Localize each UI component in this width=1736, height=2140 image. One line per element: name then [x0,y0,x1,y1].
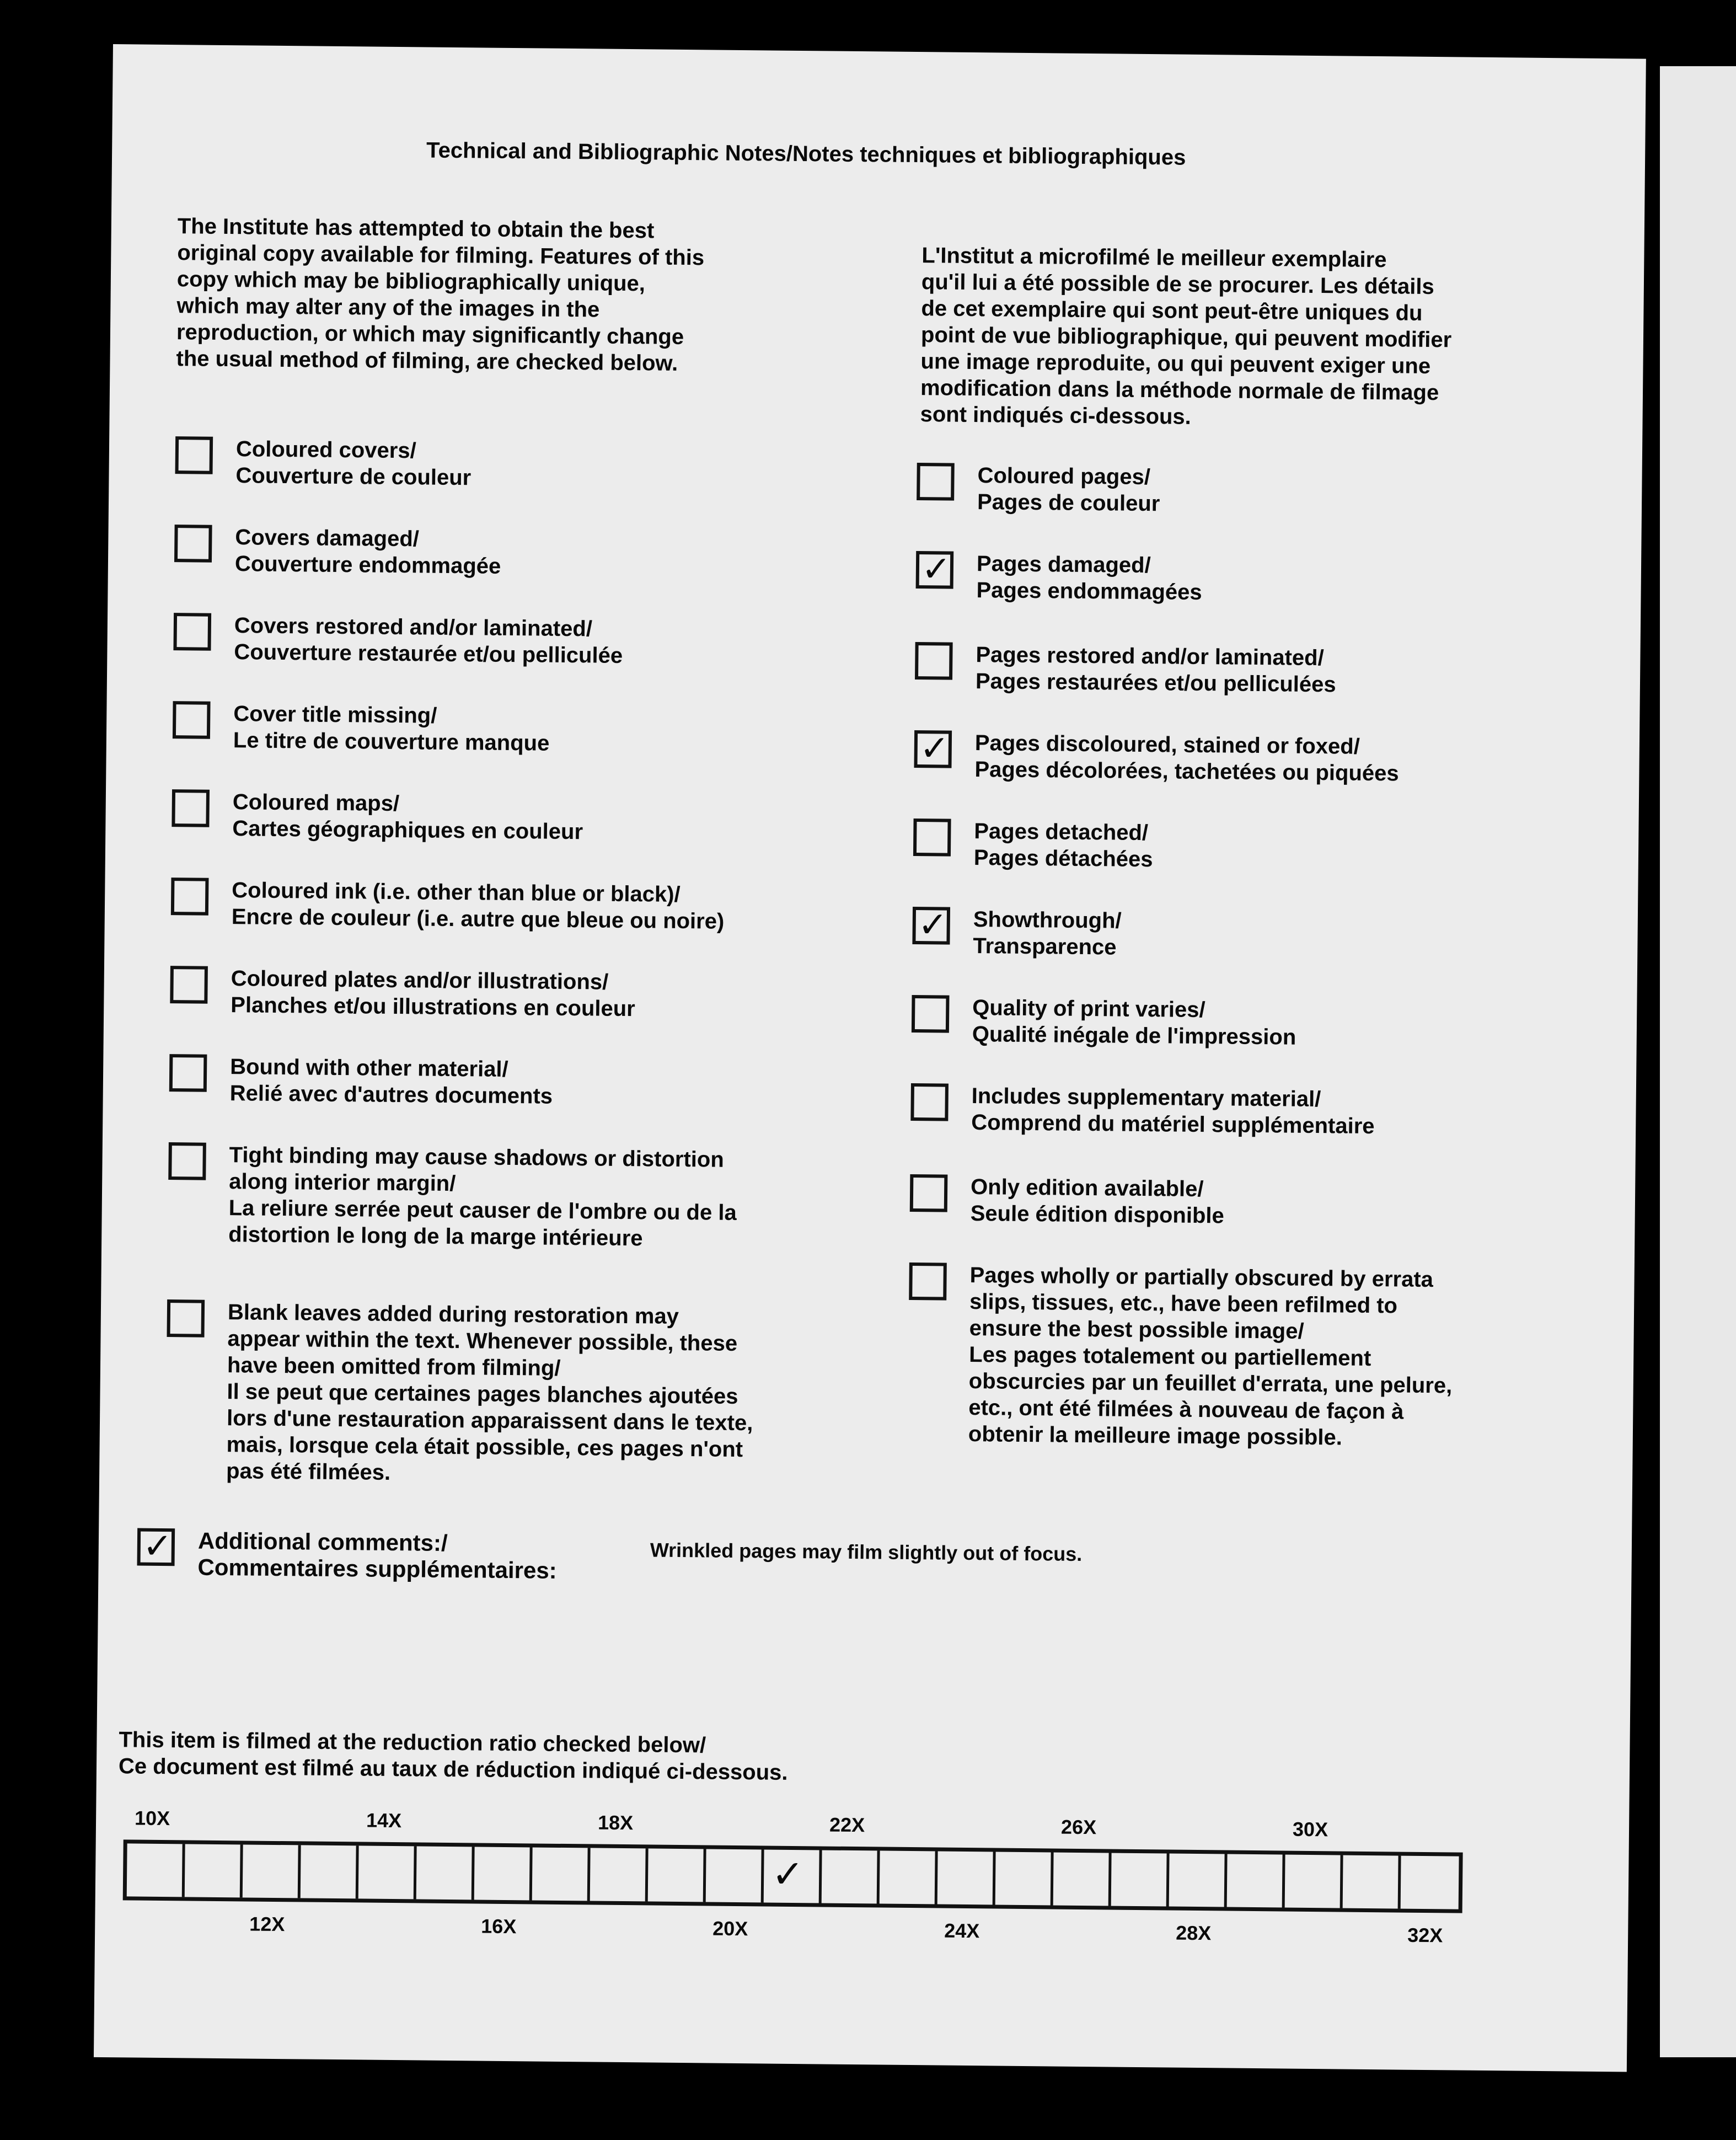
reduction-ratio-cell[interactable] [301,1845,359,1898]
right-item-checkbox[interactable] [913,818,951,857]
reduction-ratio-cell[interactable] [706,1849,764,1902]
reduction-ratio-bar [123,1839,1463,1913]
left-checklist-item [170,966,635,1022]
reduction-ratio-cell[interactable] [1053,1853,1112,1906]
additional-comments-item [137,1528,557,1584]
reduction-ratio-cell[interactable] [590,1848,649,1901]
left-item-checkbox[interactable] [172,789,210,827]
reduction-ratio-cell[interactable] [995,1852,1054,1906]
left-item-label: Bound with other material/ Relié avec d'autres documents [229,1055,553,1109]
right-item-checkbox[interactable] [912,995,950,1033]
reduction-ratio-cell[interactable] [1343,1855,1401,1909]
left-checklist-item [171,878,725,935]
right-checklist-item [915,642,1337,698]
reduction-ratio-cell[interactable] [416,1846,475,1900]
right-checklist-item [912,995,1296,1051]
left-checklist-item [173,613,623,669]
left-item-label: Coloured maps/ Cartes géographiques en couleur [232,790,583,844]
right-item-label: Includes supplementary material/ Comprend du matériel supplémentaire [971,1084,1375,1139]
left-item-label: Tight binding may cause shadows or distortion along interior margin/ La reliure serrée peut causer de l'ombre ou de la distortion le long de la marge intérieure [228,1143,737,1251]
reduction-ratio-cell[interactable] [1227,1854,1285,1908]
reduction-ratio-bottom-label: 16X [481,1914,517,1938]
right-item-checkbox[interactable] [915,642,953,680]
left-item-label: Covers restored and/or laminated/ Couverture restaurée et/ou pelliculée [234,613,623,668]
left-item-checkbox[interactable] [167,1299,205,1338]
left-item-label: Coloured ink (i.e. other than blue or black)/ Encre de couleur (i.e. autre que bleue ou noire) [231,878,725,934]
left-checklist-item [173,701,550,757]
additional-comments-text: Wrinkled pages may film slightly out of focus. [650,1538,1083,1565]
left-item-label: Covers damaged/ Couverture endommagée [234,525,501,579]
right-checklist-item [917,463,1160,517]
page-title: Technical and Bibliographic Notes/Notes techniques et bibliographiques [426,138,1186,170]
right-item-checkbox[interactable] [910,1083,949,1121]
reduction-ratio-cell[interactable] [185,1844,243,1897]
right-item-checkbox[interactable] [910,1174,948,1212]
reduction-ratio-cell[interactable] [474,1847,533,1900]
reduction-ratio-cell[interactable] [127,1843,185,1897]
left-checklist-item [168,1142,737,1253]
reduction-ratio-top-label: 22X [829,1813,865,1837]
right-checklist-item [912,907,1122,961]
right-item-checkbox[interactable] [912,907,950,945]
reduction-ratio-bottom-label: 32X [1407,1923,1443,1947]
left-item-label: Cover title missing/ Le titre de couverture manque [233,702,550,756]
left-item-checkbox[interactable] [168,1142,206,1180]
check-mark-icon: ✓ [771,1852,805,1896]
left-item-checkbox[interactable] [171,878,209,916]
reduction-ratio-cell[interactable] [1111,1853,1170,1907]
reduction-ratio-bottom-label: 20X [712,1917,748,1940]
left-checklist-item [169,1054,553,1110]
left-checklist-item [175,436,471,491]
reduction-ratio-top-label: 26X [1060,1815,1097,1839]
left-item-checkbox[interactable] [170,966,208,1004]
reduction-ratio-top-label: 30X [1292,1817,1328,1841]
reduction-ratio-cell[interactable] [532,1847,591,1901]
reduction-ratio-top-label: 14X [366,1809,402,1832]
right-checklist-item [909,1174,1224,1229]
right-item-label: Pages restored and/or laminated/ Pages restaurées et/ou pelliculées [975,643,1336,697]
reduction-ratio-cell[interactable] [1169,1854,1228,1907]
reduction-ratio-top-label: 10X [134,1806,170,1830]
left-item-label: Blank leaves added during restoration may appear within the text. Whenever possible, these have been omitted from filming/ Il se peut que certaines pages blanches ajoutées lors d'une restauration apparaissent dans le texte, mais, lorsque cela était possible, ces pages n'ont pas été filmées. [226,1300,753,1485]
reduction-ratio-cell[interactable] [822,1850,880,1903]
right-item-checkbox[interactable] [914,730,952,768]
right-checklist-item [914,730,1399,787]
reduction-ratio-cell[interactable] [648,1848,706,1902]
reduction-ratio-cell[interactable] [937,1852,996,1905]
right-item-label: Only edition available/ Seule édition disponible [970,1175,1224,1228]
reduction-ratio-cell[interactable] [1285,1855,1343,1908]
reduction-ratio-title: This item is filmed at the reduction ratio checked below/ Ce document est filmé au taux de réduction indiqué ci-dessous. [118,1727,788,1785]
right-item-label: Showthrough/ Transparence [973,907,1122,960]
right-item-checkbox[interactable] [917,463,955,501]
left-checklist-item [165,1299,754,1489]
check-mark-icon: ✓ [921,549,951,589]
intro-english: The Institute has attempted to obtain the best original copy available for filming. Features of this copy which may be bibliographically unique, which may alter any of the images in the reproduction, or which may significantly change the usual method of filming, are checked below. [176,214,705,376]
right-item-label: Quality of print varies/ Qualité inégale de l'impression [972,996,1296,1050]
left-item-checkbox[interactable] [173,613,211,651]
left-checklist-item [174,525,501,580]
reduction-ratio-cell[interactable] [880,1850,938,1904]
left-item-label: Coloured covers/ Couverture de couleur [235,437,471,490]
reduction-ratio-top-label: 18X [597,1811,634,1834]
right-item-label: Pages wholly or partially obscured by errata slips, tissues, etc., have been refilmed to ensure the best possible image/ Les pages totalement ou partiellement obscurcies par un feuillet d'errata, une pelure, etc., ont été filmées à nouveau de façon à obtenir la meilleure image possible. [968,1263,1453,1450]
additional-comments-checkbox[interactable] [137,1528,175,1566]
reduction-ratio-cell[interactable] [1401,1856,1459,1909]
right-checklist-item [915,551,1202,606]
right-checklist-item [910,1083,1375,1139]
reduction-ratio-cell[interactable] [358,1845,417,1899]
check-mark-icon: ✓ [918,905,948,945]
left-item-checkbox[interactable] [173,701,211,739]
reduction-ratio-cell[interactable] [764,1849,822,1903]
left-checklist-item [172,789,583,845]
right-checklist-item [908,1262,1454,1452]
intro-french: L'Institut a microfilmé le meilleur exemplaire qu'il lui a été possible de se procurer. Les détails de cet exemplaire qui sont peut-être uniques du point de vue bibliographique, qui peuvent modifier une image reproduite, ou qui peuvent exiger une modification dans la méthode normale de filmage sont indiqués ci-dessous. [920,243,1452,429]
document-page [94,44,1646,2072]
right-item-label: Coloured pages/ Pages de couleur [977,463,1160,516]
right-item-label: Pages damaged/ Pages endommagées [976,552,1202,604]
right-item-checkbox[interactable] [909,1262,947,1301]
check-mark-icon: ✓ [919,728,950,768]
reduction-ratio-bottom-label: 12X [249,1912,285,1936]
left-item-checkbox[interactable] [174,525,212,563]
reduction-ratio-bottom-label: 24X [944,1919,980,1943]
reduction-ratio-bottom-label: 28X [1176,1921,1212,1945]
left-item-checkbox[interactable] [169,1054,207,1092]
additional-comments-label: Additional comments:/ Commentaires supplémentaires: [197,1527,557,1583]
left-item-label: Coloured plates and/or illustrations/ Planches et/ou illustrations en couleur [231,966,635,1021]
adjacent-page-edge [1660,66,1736,2057]
left-item-checkbox[interactable] [175,436,213,474]
right-item-checkbox[interactable] [916,551,954,589]
right-checklist-item [913,818,1154,873]
right-item-label: Pages detached/ Pages détachées [973,819,1153,872]
right-item-label: Pages discoloured, stained or foxed/ Pages décolorées, tachetées ou piquées [974,731,1399,786]
reduction-ratio-cell[interactable] [243,1844,301,1898]
check-mark-icon: ✓ [142,1526,173,1566]
